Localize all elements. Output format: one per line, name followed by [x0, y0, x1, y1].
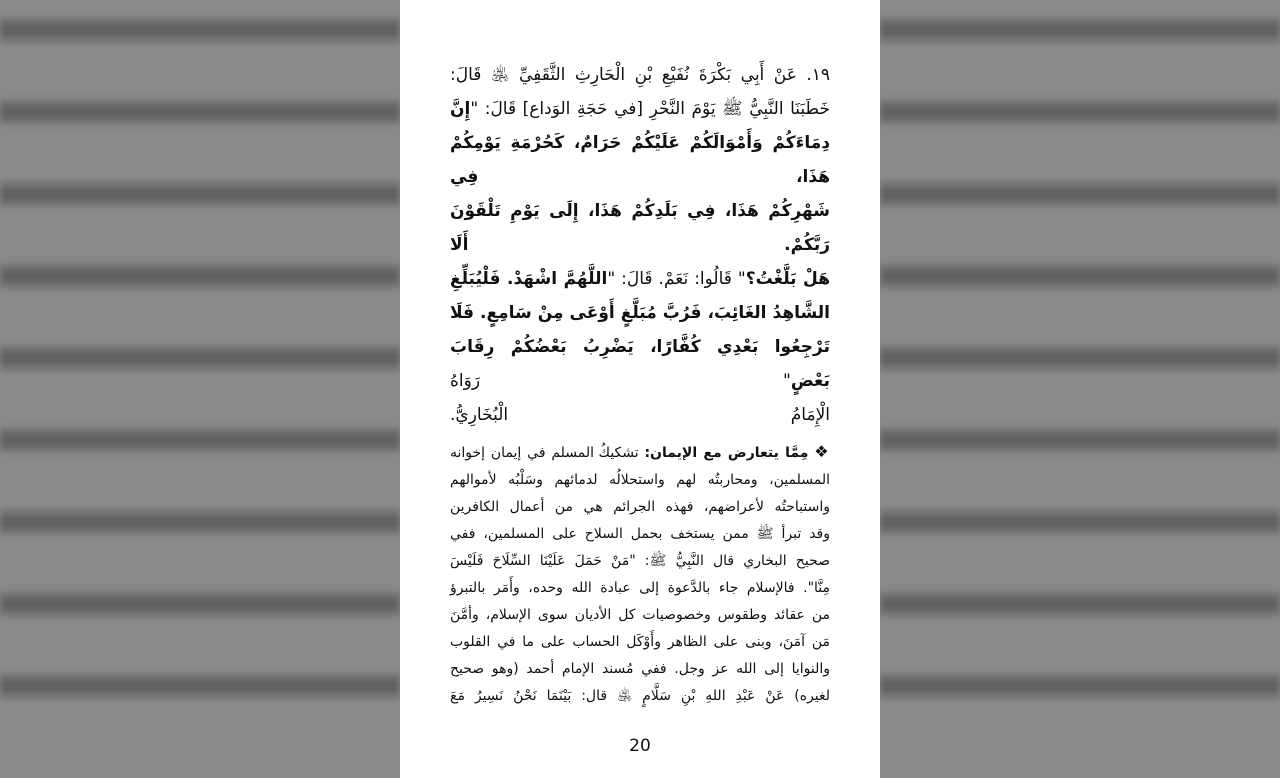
- note-text: صحيح البخاري قال النَّبِيُّ ﷺ: "مَنْ حَمَلَ عَلَيْنَا السِّلَاحَ فَلَيْسَ: [450, 553, 830, 569]
- diamond-bullet-icon: ❖: [814, 442, 831, 461]
- hadith-line: [450, 398, 830, 432]
- hadith-text: الشَّاهِدُ الغَائِبَ، فَرُبَّ مُبَلَّغٍ أَوْعَى مِنْ سَامِعٍ. فَلَا: [450, 303, 830, 323]
- hadith-text: تَرْجِعُوا بَعْدِي كُفَّارًا، يَضْرِبُ بَعْضُكُمْ رِقَابَ بَعْضٍ: [450, 337, 830, 391]
- hadith-line: [450, 194, 830, 262]
- hadith-text: الْإِمَامُ الْبُخَارِيُّ.: [450, 405, 830, 425]
- note-line: [450, 575, 830, 602]
- hadith-text: دِمَاءَكُمْ وَأَمْوَالَكُمْ عَلَيْكُمْ حَرَامٌ، كَحُرْمَةِ يَوْمِكُمْ هَذَا، فِي: [450, 133, 830, 187]
- note-text: واستباحتُه لأعراضهم، فهذه الجرائم هي من أعمال الكافرين: [450, 499, 830, 515]
- hadith-text: خَطَبَنَا النَّبِيُّ ﷺ يَوْمَ النَّحْرِ [في حَجَةِ الوَداع] قَالَ: ": [470, 99, 830, 119]
- hadith-text: هَلْ بَلَّغْتُ؟: [745, 269, 831, 289]
- note-text: والنوايا إلى الله عز وجل. ففي مُسند الإمام أحمد (وهو صحيح: [450, 661, 830, 677]
- blurred-background-right: [880, 0, 1280, 720]
- note-line: [450, 602, 830, 629]
- note-line: [450, 494, 830, 521]
- hadith-text: شَهْرِكُمْ هَذَا، فِي بَلَدِكُمْ هَذَا، إِلَى يَوْمِ تَلْقَوْنَ رَبَّكُمْ. أَلَا: [450, 201, 830, 255]
- note-paragraph: [450, 438, 830, 710]
- note-text: المسلمين، ومحاربتُه لهم واستحلالُه لدمائهم وسَلْبُه لأموالهم: [450, 472, 830, 488]
- note-line: [450, 438, 830, 467]
- note-line: [450, 467, 830, 494]
- hadith-line: [450, 58, 830, 92]
- note-heading: مِمَّا يتعارض مع الإيمان:: [644, 445, 809, 461]
- page-number: 20: [629, 736, 651, 756]
- note-line: [450, 656, 830, 683]
- note-text: وقد تبرأ ﷺ ممن يستخف بحمل السلاح على المسلمين، ففي: [450, 526, 830, 542]
- hadith-text: " رَوَاهُ: [450, 371, 791, 391]
- hadith-paragraph: [450, 58, 830, 432]
- hadith-line: [450, 296, 830, 330]
- document-page: [400, 0, 880, 778]
- note-text: تشكيكُ المسلم في إيمان إخوانه: [450, 445, 639, 461]
- hadith-line: [450, 330, 830, 398]
- note-line: [450, 521, 830, 548]
- note-line: [450, 683, 830, 710]
- hadith-text: اللَّهُمَّ اشْهَدْ. فَلْيُبَلِّغِ: [450, 269, 608, 289]
- hadith-line: [450, 262, 830, 296]
- note-text: مَن آمَنَ، وبنى على الظاهر وأَوْكَل الحساب على ما في القلوب: [450, 634, 830, 650]
- hadith-line: [450, 92, 830, 126]
- note-text: لغيره) عَنْ عَبْدِ اللهِ بْنِ سَلَّامٍ ﵁ قال: بَيْنَمَا نَحْنُ نَسِيرُ مَعَ: [450, 688, 830, 704]
- note-text: من عقائد وطقوس وخصوصيات كل الأديان سوى الإسلام، وأمَّنَ: [450, 607, 830, 623]
- note-line: [450, 629, 830, 656]
- note-line: [450, 548, 830, 575]
- hadith-text: ١٩. عَنْ أَبِي بَكْرَةَ نُفَيْعِ بْنِ الْحَارِثِ الثَّقَفِيِّ ﵁ قَالَ:: [450, 65, 830, 85]
- blurred-background-left: [0, 0, 400, 720]
- hadith-text: " قَالُوا: نَعَمْ. قَالَ: ": [607, 269, 746, 289]
- hadith-line: [450, 126, 830, 194]
- note-text: مِنَّا". فالإسلام جاء بالدَّعوة إلى عبادة الله وحده، وأَمَر بالتبرؤ: [450, 580, 830, 596]
- hadith-text: إِنَّ: [450, 99, 471, 119]
